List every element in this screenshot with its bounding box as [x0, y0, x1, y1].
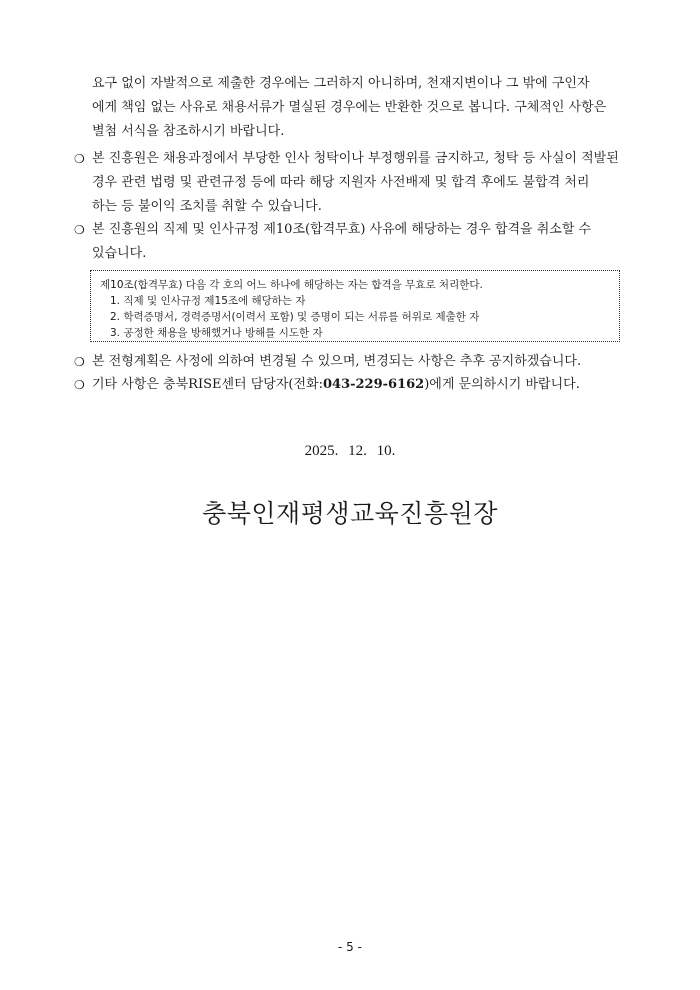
bullet-line: 경우 관련 법령 및 관련규정 등에 따라 해당 지원자 사전배제 및 합격 후에도 불합격 처리 — [92, 175, 590, 190]
bullet-circle-icon: ❍ — [74, 152, 85, 166]
contact-prefix: 기타 사항은 충북RISE센터 담당자(전화: — [92, 377, 323, 392]
bullet-line — [92, 373, 637, 397]
document-date: 2025. 12. 10. — [304, 443, 396, 459]
bullet-circle-icon: ❍ — [74, 223, 85, 237]
paragraph-line: 요구 없이 자발적으로 제출한 경우에는 그러하지 아니하며, 천재지변이나 그 밖에 구인자 — [92, 76, 590, 91]
regulation-heading: 제10조(합격무효) 다음 각 호의 어느 하나에 해당하는 자는 합격을 무효로 처리한다. — [100, 279, 483, 291]
paragraph-line: 별첨 서식을 참조하시기 바랍니다. — [92, 124, 285, 139]
bullet-line: 본 전형계획은 사정에 의하여 변경될 수 있으며, 변경되는 사항은 추후 공지하겠습니다. — [92, 354, 582, 369]
continued-paragraph — [92, 72, 637, 144]
page-number: - 5 - — [338, 940, 362, 954]
regulation-item: 1. 직제 및 인사규정 제15조에 해당하는 자 — [110, 295, 306, 307]
contact-suffix: )에게 문의하시기 바랍니다. — [424, 377, 580, 392]
regulation-item: 2. 학력증명서, 경력증명서(이력서 포함) 및 증명이 되는 서류를 허위로 제출한 자 — [110, 311, 480, 323]
bullet-line: 본 진흥원은 채용과정에서 부당한 인사 청탁이나 부정행위를 금지하고, 청탁 등 사실이 적발된 — [92, 151, 619, 166]
regulation-item: 3. 공정한 채용을 방해했거나 방해를 시도한 자 — [110, 327, 323, 339]
bullet-line: 하는 등 불이익 조치를 취할 수 있습니다. — [92, 199, 322, 214]
paragraph-line: 에게 책임 없는 사유로 채용서류가 멸실된 경우에는 반환한 것으로 봅니다. 구체적인 사항은 — [92, 100, 607, 115]
signer-title: 충북인재평생교육진흥원장 — [202, 499, 498, 528]
bullet-circle-icon: ❍ — [74, 355, 85, 369]
regulation-box — [90, 270, 620, 342]
bullet-line: 있습니다. — [92, 246, 147, 261]
contact-phone: 043-229-6162 — [322, 377, 425, 392]
bullet-line: 본 진흥원의 직제 및 인사규정 제10조(합격무효) 사유에 해당하는 경우 합격을 취소할 수 — [92, 222, 592, 237]
bullet-circle-icon: ❍ — [74, 378, 85, 392]
